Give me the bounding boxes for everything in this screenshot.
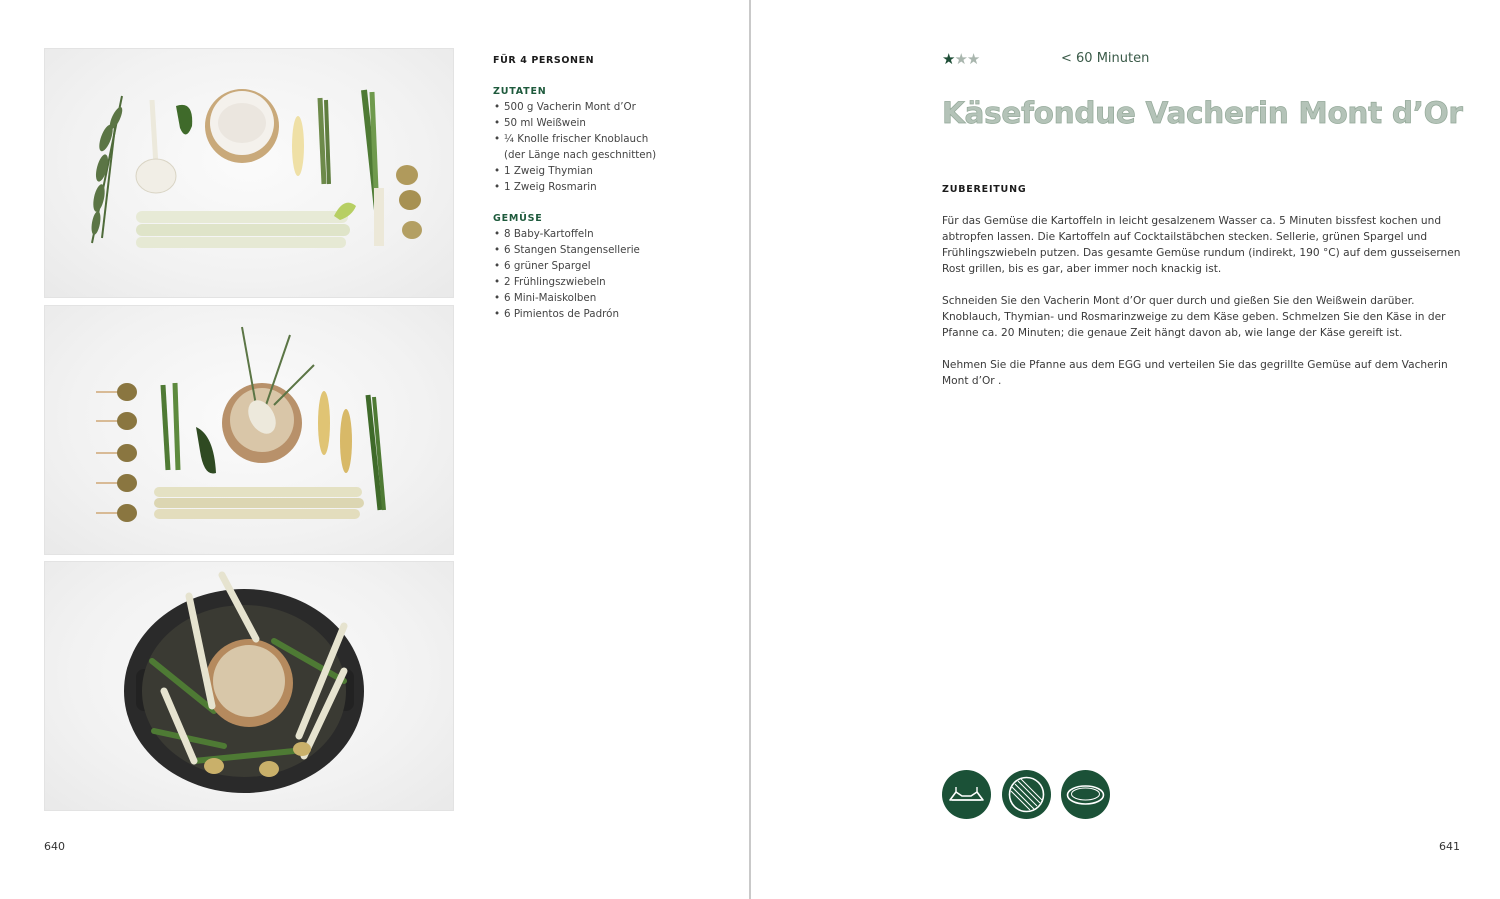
list-item: • 2 Frühlingszwiebeln <box>493 274 733 290</box>
preparation-paragraph: Nehmen Sie die Pfanne aus dem EGG und verteilen Sie das gegrillte Gemüse auf dem Vacherin Mont d’Or . <box>942 359 1448 387</box>
servings-label: FÜR 4 PERSONEN <box>493 55 595 66</box>
cast-iron-grid-icon <box>1002 770 1051 819</box>
difficulty-rating <box>942 50 979 68</box>
equipment-icons <box>942 770 1122 820</box>
star-empty-icon: ★ <box>954 50 967 68</box>
star-filled-icon: ★ <box>942 50 955 68</box>
list-item: • 50 ml Weißwein <box>493 115 733 131</box>
list-item: • ¼ Knolle frischer Knoblauch <box>493 131 733 147</box>
list-item-continuation: (der Länge nach geschnitten) <box>504 149 657 161</box>
plate-setter-icon <box>942 770 991 819</box>
ingredients-photo <box>44 48 454 298</box>
page-number-left: 640 <box>44 840 65 853</box>
section-title-gemuese: GEMÜSE <box>493 213 543 224</box>
list-item: • 8 Baby-Kartoffeln <box>493 226 733 242</box>
list-item: • 1 Zweig Thymian <box>493 163 733 179</box>
recipe-meta <box>942 50 1442 70</box>
preparation-paragraph: Für das Gemüse die Kartoffeln in leicht gesalzenem Wasser ca. 5 Minuten bissfest kochen und abtropfen lassen. Die Kartoffeln auf Cocktailstäbchen stecken. Sellerie, grünen Spargel und Frühlingszwiebeln putzen. Das gesamte Gemüse rundum (indirekt, 190 °C) auf dem gusseisernen Rost grillen, bis es gar, aber immer noch knackig ist. <box>942 215 1461 275</box>
skillet-pan-icon <box>1061 770 1110 819</box>
page-number-right: 641 <box>1439 840 1460 853</box>
list-item: • 6 Pimientos de Padrón <box>493 306 733 322</box>
list-item: • 6 Stangen Stangensellerie <box>493 242 733 258</box>
recipe-title: Käsefondue Vacherin Mont d’Or <box>942 96 1463 130</box>
section-title-zutaten: ZUTATEN <box>493 86 547 97</box>
fondue-pan-photo <box>44 561 454 811</box>
list-item: • 6 Mini-Maiskolben <box>493 290 733 306</box>
list-item: • 500 g Vacherin Mont d’Or <box>493 99 733 115</box>
ingredient-list-zutaten <box>493 99 733 195</box>
cooking-time: < 60 Minuten <box>1061 51 1150 66</box>
list-item: • 6 grüner Spargel <box>493 258 733 274</box>
preparation-heading: ZUBEREITUNG <box>942 184 1027 195</box>
star-empty-icon: ★ <box>966 50 980 68</box>
ingredient-list-gemuese <box>493 226 733 322</box>
preparation-text <box>942 213 1462 405</box>
grilled-ingredients-photo <box>44 305 454 555</box>
right-page <box>751 0 1500 899</box>
preparation-paragraph: Schneiden Sie den Vacherin Mont d’Or quer durch und gießen Sie den Weißwein darüber. Knoblauch, Thymian- und Rosmarinzweige zu dem Käse geben. Schmelzen Sie den Käse in der Pfanne ca. 20 Minuten; die genaue Zeit hängt davon ab, wie lange der Käse gereift ist. <box>942 295 1446 339</box>
ingredients-panel <box>493 55 733 340</box>
list-item: • 1 Zweig Rosmarin <box>493 179 733 195</box>
